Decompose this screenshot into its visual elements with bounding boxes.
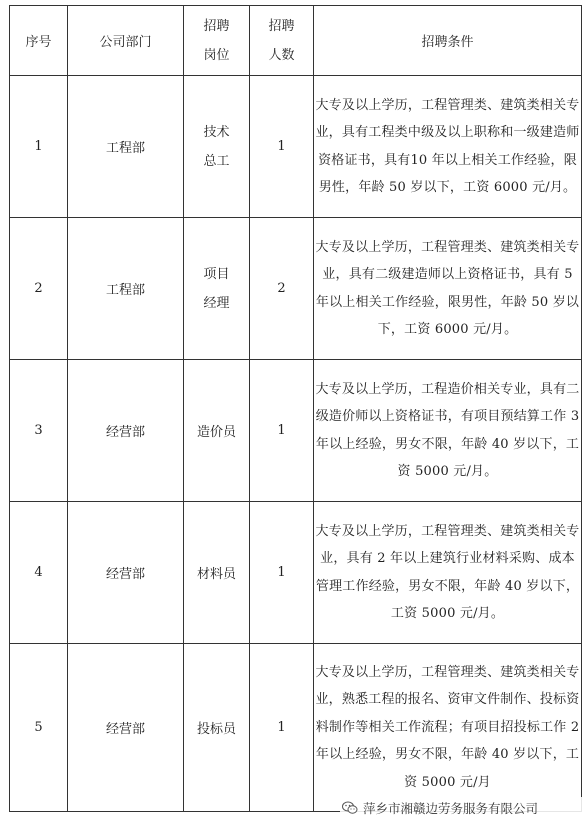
row-dept: 经营部: [68, 360, 184, 502]
row-position-line: 总工: [203, 153, 230, 169]
row-position: 造价员: [184, 360, 250, 502]
row-requirements: 大专及以上学历，工程管理类、建筑类相关专业，具有 2 年以上建筑行业材料采购、成本管理工作经验，男女不限，年龄 40 岁以下，工资 5000 元/月。: [314, 502, 582, 644]
header-position-line: 招聘: [203, 18, 230, 34]
row-requirements: 大专及以上学历，工程造价相关专业，具有二级造价师以上资格证书，有项目预结算工作 3 年以上经验，男女不限，年龄 40 岁以下，工资 5000 元/月。: [314, 360, 582, 502]
row-position: [184, 218, 250, 360]
row-no: 3: [10, 360, 68, 502]
row-count: 1: [250, 360, 314, 502]
row-count: 1: [250, 76, 314, 218]
table-header-row: [10, 6, 582, 76]
row-requirements: 大专及以上学历，工程管理类、建筑类相关专业，具有工程类中级及以上职称和一级建造师资格证书，具有10 年以上相关工作经验，限男性，年龄 50 岁以下，工资 6000 元/月。: [314, 76, 582, 218]
table-row: [10, 644, 582, 812]
row-no: 2: [10, 218, 68, 360]
row-no: 4: [10, 502, 68, 644]
header-position: [184, 6, 250, 76]
row-dept: 经营部: [68, 644, 184, 812]
row-no: 5: [10, 644, 68, 812]
header-no: 序号: [10, 6, 68, 76]
table-row: [10, 360, 582, 502]
row-dept: 经营部: [68, 502, 184, 644]
row-dept: 工程部: [68, 76, 184, 218]
row-count: 1: [250, 644, 314, 812]
header-count-line: 人数: [268, 47, 295, 63]
row-no: 1: [10, 76, 68, 218]
header-requirements: 招聘条件: [314, 6, 582, 76]
header-dept: 公司部门: [68, 6, 184, 76]
row-position-line: 技术: [203, 124, 230, 140]
row-requirements: 大专及以上学历，工程管理类、建筑类相关专业，具有二级建造师以上资格证书，具有 5 年以上相关工作经验，限男性，年龄 50 岁以下，工资 6000 元/月。: [314, 218, 582, 360]
row-dept: 工程部: [68, 218, 184, 360]
table-row: [10, 76, 582, 218]
table-row: [10, 218, 582, 360]
wechat-icon: [342, 801, 358, 815]
header-count-line: 招聘: [268, 18, 295, 34]
row-position-line: 项目: [203, 266, 230, 282]
row-position: [184, 76, 250, 218]
row-requirements: 大专及以上学历，工程管理类、建筑类相关专业，熟悉工程的报名、资审文件制作、投标资料制作等相关工作流程；有项目招投标工作 2 年以上经验，男女不限，年龄 40 岁以下，工资 5000 元/月: [314, 644, 582, 812]
row-count: 1: [250, 502, 314, 644]
row-count: 2: [250, 218, 314, 360]
row-position-line: 经理: [203, 295, 230, 311]
header-count: [250, 6, 314, 76]
recruitment-table: [9, 5, 582, 812]
header-position-line: 岗位: [203, 47, 230, 63]
row-position: 投标员: [184, 644, 250, 812]
table-row: [10, 502, 582, 644]
row-position: 材料员: [184, 502, 250, 644]
source-watermark: [340, 797, 584, 819]
watermark-text: 萍乡市湘赣边劳务服务有限公司: [363, 801, 539, 816]
